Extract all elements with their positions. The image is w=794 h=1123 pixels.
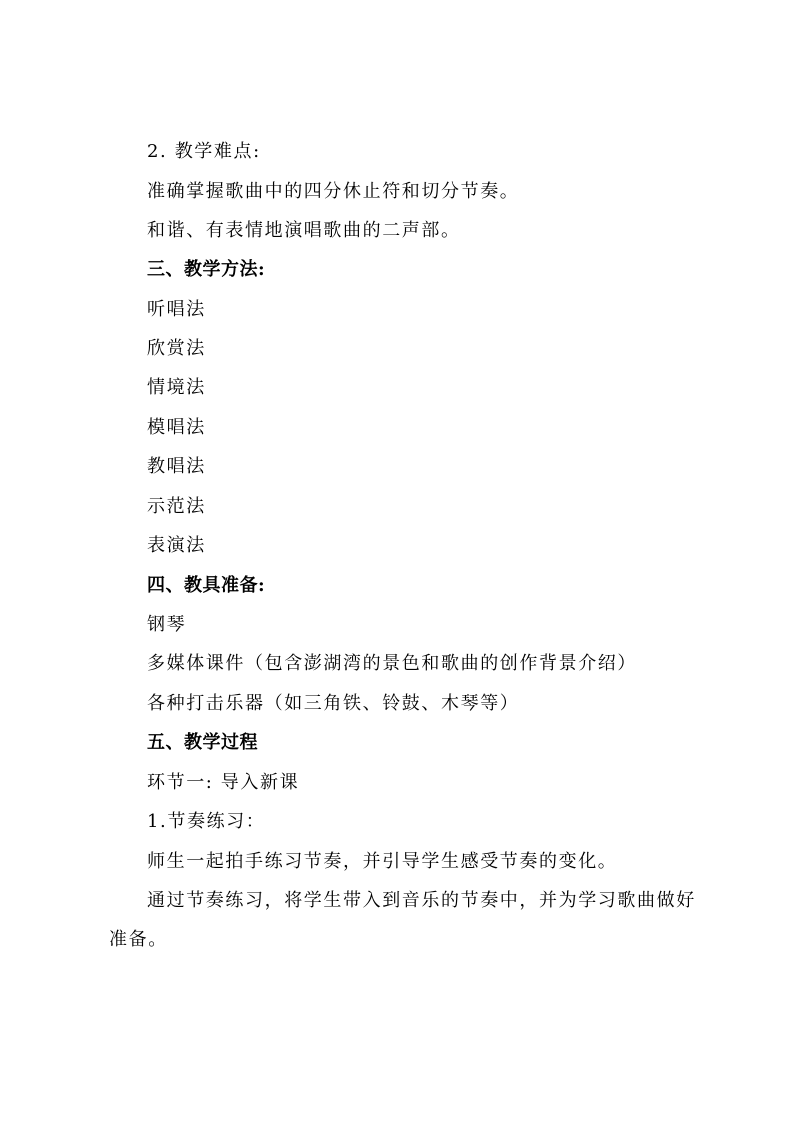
- difficulty-item-two-part: 和谐、有表情地演唱歌曲的二声部。: [147, 220, 461, 241]
- aid-item-piano: 钢琴: [147, 614, 187, 635]
- step-item-rhythm-practice: 1.节奏练习：: [147, 811, 266, 832]
- method-item-demonstration: 示范法: [147, 496, 206, 517]
- method-item-listening: 听唱法: [147, 299, 206, 320]
- difficulty-item-rhythm: 准确掌握歌曲中的四分休止符和切分节奏。: [147, 181, 520, 202]
- rhythm-practice-description: 师生一起拍手练习节奏，并引导学生感受节奏的变化。: [147, 851, 618, 872]
- section-heading-teaching-methods: 三、教学方法:: [147, 259, 266, 280]
- method-item-situation: 情境法: [147, 377, 206, 398]
- section-heading-teaching-process: 五、教学过程: [147, 732, 258, 753]
- section-heading-teaching-aids: 四、教具准备:: [147, 575, 266, 596]
- step-heading-introduction: 环节一: 导入新课: [147, 772, 300, 793]
- aid-item-multimedia: 多媒体课件（包含澎湖湾的景色和歌曲的创作背景介绍）: [147, 653, 637, 674]
- aid-item-percussion: 各种打击乐器（如三角铁、铃鼓、木琴等）: [147, 693, 520, 714]
- method-item-appreciation: 欣赏法: [147, 338, 206, 359]
- method-item-performance: 表演法: [147, 535, 206, 556]
- subsection-teaching-difficulties: 2. 教学难点:: [147, 141, 261, 162]
- rhythm-practice-purpose-paragraph: 通过节奏练习，将学生带入到音乐的节奏中，并为学习歌曲做好准备。: [109, 890, 696, 950]
- method-item-teaching-singing: 教唱法: [147, 456, 206, 477]
- method-item-imitation: 模唱法: [147, 417, 206, 438]
